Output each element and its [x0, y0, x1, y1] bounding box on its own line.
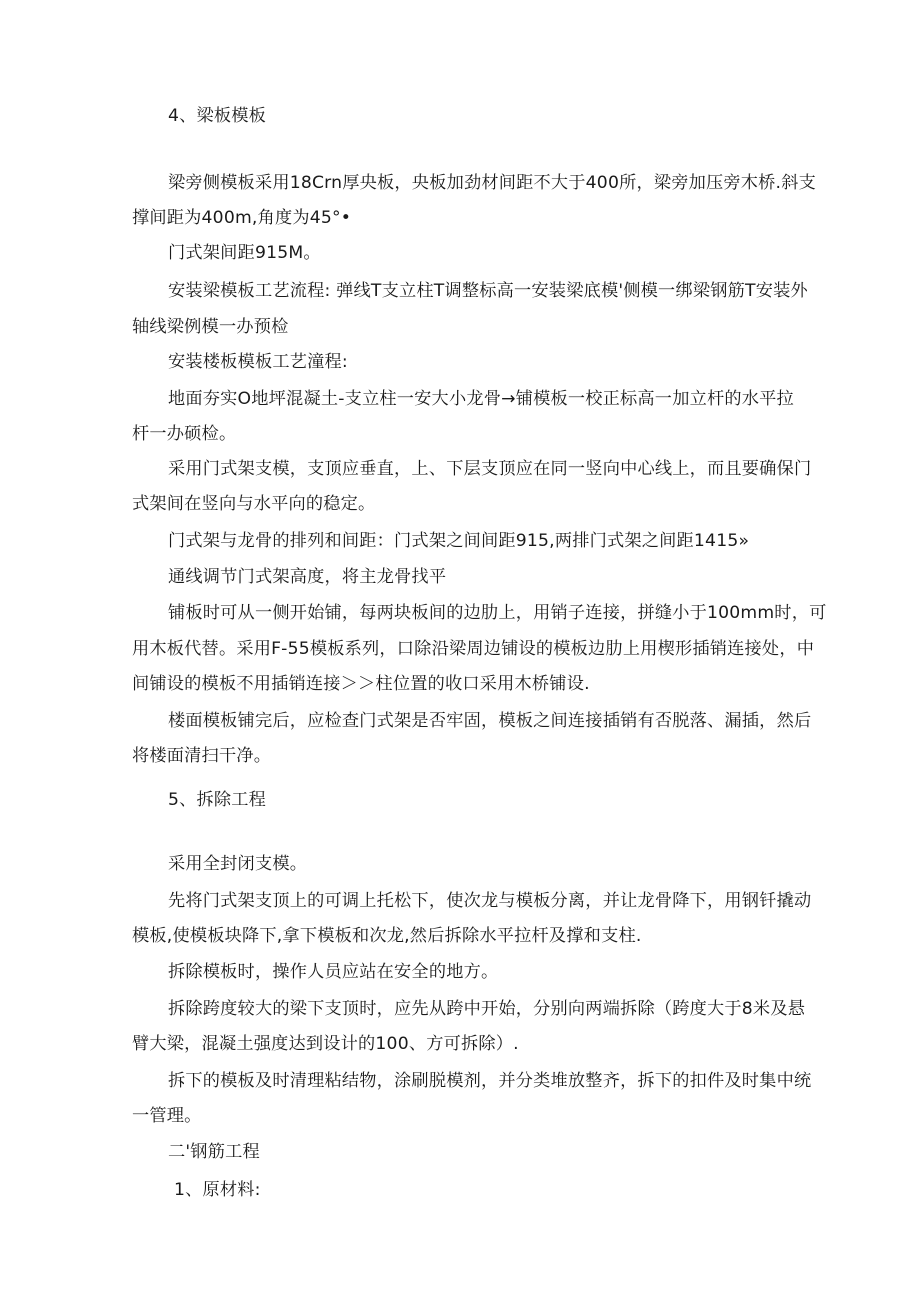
- paragraph-line: 地面夯实O地坪混凝土-支立柱一安大小龙骨→铺模板一校正标高一加立杆的水平拉: [168, 389, 794, 409]
- paragraph-line: 采用全封闭支模。: [168, 854, 308, 874]
- paragraph-line: 拆除跨度较大的梁下支顶时，应先从跨中开始，分别向两端拆除（跨度大于8米及悬: [168, 999, 806, 1019]
- paragraph-line: 轴线梁例模一办预检: [132, 317, 289, 337]
- paragraph-line: 拆下的模板及时清理粘结物，涂刷脱模剂，并分类堆放整齐，拆下的扣件及时集中统: [168, 1071, 812, 1091]
- paragraph-line: 间铺设的模板不用插销连接＞＞柱位置的收口采用木桥铺设.: [132, 674, 590, 694]
- paragraph-line: 安装梁模板工艺流程: 弹线T支立柱T调整标高一安装梁底模'侧模一绑梁钢筋T安装外: [168, 281, 808, 301]
- paragraph-line: 式架间在竖向与水平向的稳定。: [132, 494, 376, 514]
- paragraph-line: 铺板时可从一侧开始铺，每两块板间的边肋上，用销子连接，拼缝小于100mm时，可: [168, 603, 827, 623]
- paragraph-line: 梁旁侧模板采用18Crn厚央板，央板加劲材间距不大于400所，梁旁加压旁木桥.斜支: [168, 173, 817, 193]
- paragraph-line: 撑间距为400m,角度为45°•: [132, 208, 352, 228]
- paragraph-line: 先将门式架支顶上的可调上托松下，使次龙与模板分离，并让龙骨降下，用钢钎撬动: [168, 891, 812, 911]
- paragraph-line: 模板,使模板块降下,拿下模板和次龙,然后拆除水平拉杆及撑和支柱.: [132, 926, 642, 946]
- paragraph-line: 通线调节门式架高度，将主龙骨找平: [168, 567, 447, 587]
- paragraph-line: 杆一办硕检。: [132, 424, 237, 444]
- paragraph-line: 臂大梁，混凝土强度达到设计的100、方可拆除）.: [132, 1034, 519, 1054]
- paragraph-line: 采用门式架支模，支顶应垂直，上、下层支顶应在同一竖向中心线上，而且要确保门: [168, 459, 812, 479]
- paragraph-line: 门式架间距915M。: [168, 243, 321, 263]
- section-heading-rebar-works: 二'钢筋工程: [168, 1142, 260, 1162]
- section-heading-beam-slab-formwork: 4、梁板模板: [168, 106, 267, 126]
- paragraph-line: 将楼面清扫干净。: [132, 746, 272, 766]
- paragraph-line: 安装楼板模板工艺潼程:: [168, 352, 348, 372]
- paragraph-line: 楼面模板铺完后，应检查门式架是否牢固，模板之间连接插销有否脱落、漏插，然后: [168, 711, 812, 731]
- section-heading-removal-works: 5、拆除工程: [168, 790, 267, 810]
- paragraph-line: 一管理。: [132, 1106, 202, 1126]
- subsection-heading-raw-materials: 1、原材料:: [174, 1180, 261, 1200]
- paragraph-line: 用木板代替。采用F-55模板系列，口除沿梁周边铺设的模板边肋上用楔形插销连接处，中: [132, 639, 815, 659]
- paragraph-line: 拆除模板时，操作人员应站在安全的地方。: [168, 962, 499, 982]
- paragraph-line: 门式架与龙骨的排列和间距：门式架之间间距915,两排门式架之间距1415»: [168, 531, 750, 551]
